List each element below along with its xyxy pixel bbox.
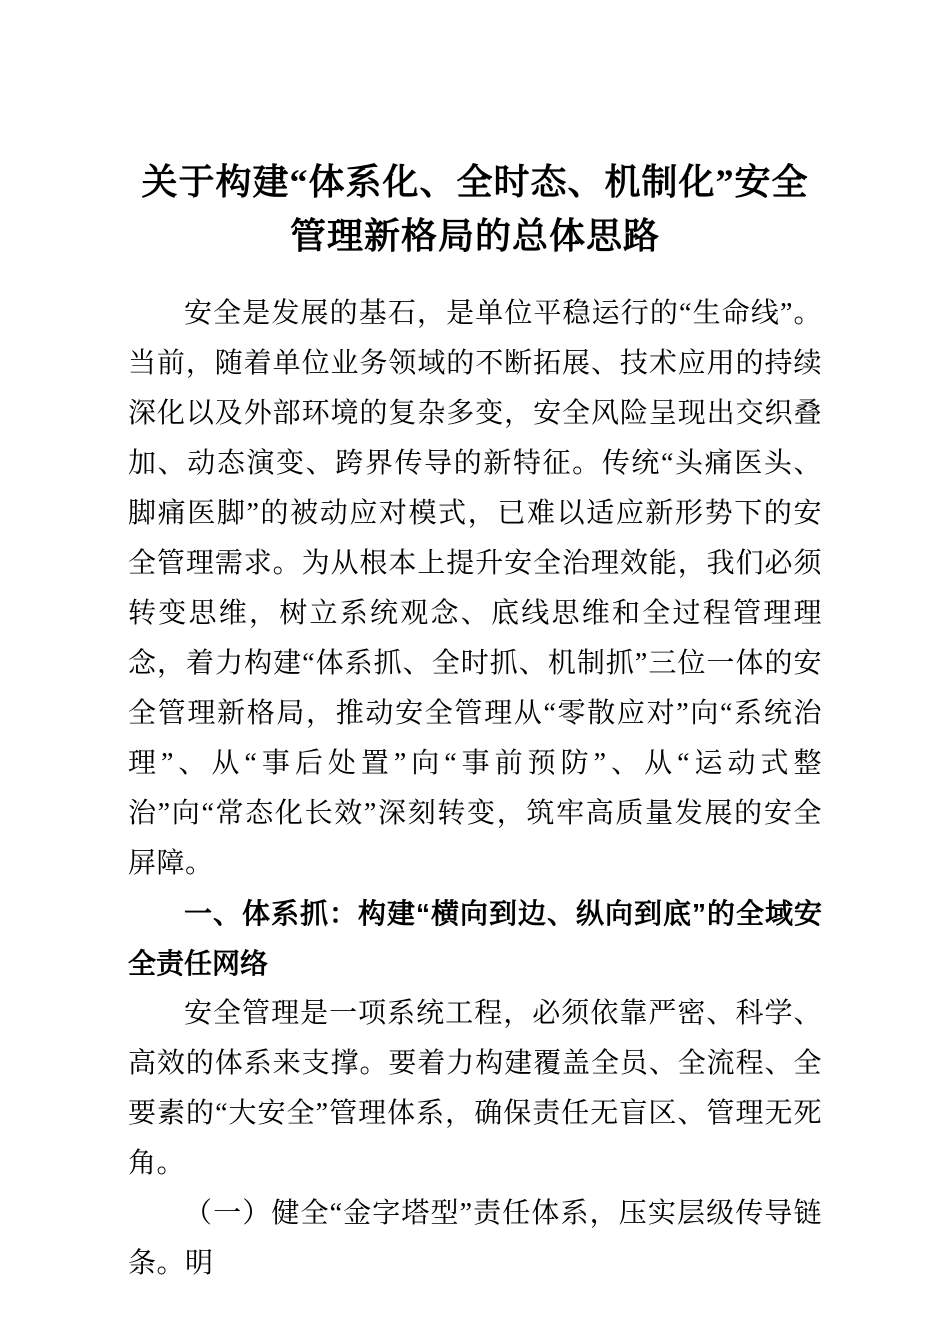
document-title: 关于构建“体系化、全时态、机制化”安全管理新格局的总体思路 — [141, 162, 809, 256]
paragraph-intro: 安全是发展的基石，是单位平稳运行的“生命线”。当前，随着单位业务领域的不断拓展、技术应用的持续深化以及外部环境的复杂多变，安全风险呈现出交织叠加、动态演变、跨界传导的新特征。传统“头痛医头、脚痛医脚”的被动应对模式，已难以适应新形势下的安全管理需求。为从根本上提升安全治理效能，我们必须转变思维，树立系统观念、底线思维和全过程管理理念，着力构建“体系抓、全时抓、机制抓”三位一体的安全管理新格局，推动安全管理从“零散应对”向“系统治理”、从“事后处置”向“事前预防”、从“运动式整治”向“常态化长效”深刻转变，筑牢高质量发展的安全屏障。 — [128, 298, 822, 879]
paragraph-subsection-lead: （一）健全“金字塔型”责任体系，压实层级传导链条。明 — [128, 1198, 822, 1279]
paragraph-body: 安全管理是一项系统工程，必须依靠严密、科学、高效的体系来支撑。要着力构建覆盖全员、全流程、全要素的“大安全”管理体系，确保责任无盲区、管理无死角。 — [128, 998, 822, 1179]
section-heading: 一、体系抓：构建“横向到边、纵向到底”的全域安全责任网络 — [128, 898, 822, 979]
